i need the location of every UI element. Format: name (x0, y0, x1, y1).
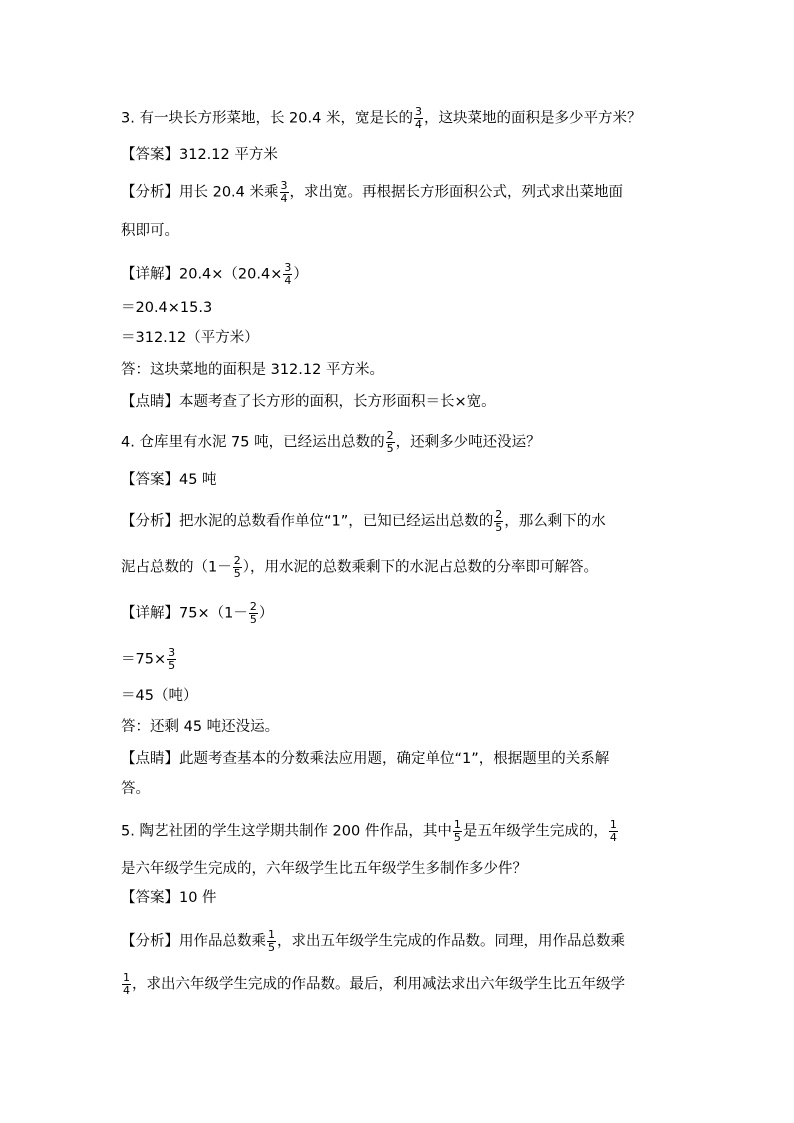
fraction-1-5: $\frac{1}{5}$ (268, 928, 275, 954)
q3-comment: 【点睛】本题考查了长方形的面积，长方形面积＝长×宽。 (121, 394, 496, 410)
fraction-2-5: $\frac{2}{5}$ (386, 429, 394, 455)
q4-reply: 答：还剩 45 吨还没运。 (121, 719, 280, 735)
q3-question-text: 3. 有一块长方形菜地，长 20.4 米，宽是长的 (121, 110, 413, 127)
q4-answer: 【答案】45 吨 (121, 472, 217, 488)
q4-analysis (121, 509, 606, 534)
q3-analysis (121, 180, 623, 205)
q5-question: 5. 陶艺社团的学生这学期共制作 200 件作品，其中 $\frac{1}{5}$ 是五年级学生完成的， $\frac{1}{4}$ (121, 818, 617, 844)
fraction-2-5: $\frac{2}{5}$ (495, 508, 503, 534)
fraction-3-4: $\frac{3}{4}$ (284, 261, 292, 287)
q4-question-text: 4. 仓库里有水泥 75 吨，已经运出总数的 (121, 434, 385, 451)
fraction-2-5: $\frac{2}{5}$ (249, 600, 257, 626)
fraction-1-4: $\frac{1}{4}$ (609, 818, 617, 844)
q3-question-text-end: ，这块菜地的面积是多少平方米？ (423, 110, 642, 127)
q4-question (121, 430, 541, 455)
q4-analysis-text: 【分析】把水泥的总数看作单位“1”，已知已经运出总数的 (121, 513, 494, 530)
q4-question-text-end: ，还剩多少吨还没运？ (395, 434, 541, 451)
q3-detail: 【详解】20.4×（20.4× $\frac{3}{4}$ ） (121, 261, 308, 287)
q3-analysis-text: 【分析】用长 20.4 米乘 (121, 184, 279, 201)
q5-question-text: 5. 陶艺社团的学生这学期共制作 200 件作品，其中 (121, 823, 452, 840)
q3-step-1: ＝20.4×15.3 (121, 300, 213, 316)
q4-analysis-text-end: ，那么剩下的水 (504, 513, 606, 530)
q3-analysis-text-end: ，求出宽。再根据长方形面积公式，列式求出菜地面 (289, 184, 624, 201)
q4-comment: 【点睛】此题考查基本的分数乘法应用题，确定单位“1”，根据题里的关系解 (121, 751, 610, 767)
q5-question-cont: 是六年级学生完成的，六年级学生比五年级学生多制作多少件？ (121, 861, 527, 877)
q5-analysis-cont: $\frac{1}{4}$ ，求出六年级学生完成的作品数。最后，利用减法求出六年级学生比五年级学 (123, 971, 625, 997)
fraction-3-5: $\frac{3}{5}$ (168, 646, 176, 672)
q4-comment-cont: 答。 (121, 781, 150, 797)
q4-step-2: ＝45（吨） (121, 688, 198, 704)
q3-question (121, 106, 641, 131)
fraction-3-4: $\frac{3}{4}$ (280, 179, 288, 205)
fraction-2-5: $\frac{2}{5}$ (233, 554, 241, 580)
q3-reply: 答：这块菜地的面积是 312.12 平方米。 (121, 362, 384, 378)
q3-answer: 【答案】312.12 平方米 (121, 147, 278, 163)
q4-analysis-cont: 泥占总数的（1－ $\frac{2}{5}$ ），用水泥的总数乘剩下的水泥占总数的分率即可解答。 (121, 554, 598, 580)
q5-analysis: 【分析】用作品总数乘 $\frac{1}{5}$ ，求出五年级学生完成的作品数。同理，用作品总数乘 (121, 928, 625, 954)
fraction-3-4: $\frac{3}{4}$ (414, 105, 422, 131)
q3-analysis-cont: 积即可。 (121, 223, 179, 239)
q4-detail: 【详解】75×（1－ $\frac{2}{5}$ ） (121, 600, 274, 626)
fraction-1-5: $\frac{1}{5}$ (453, 818, 461, 844)
q5-answer: 【答案】10 件 (121, 890, 217, 906)
q4-step-1: ＝75× $\frac{3}{5}$ (121, 646, 176, 672)
q3-detail-text: 【详解】20.4×（20.4× (121, 266, 283, 283)
q3-step-2: ＝312.12（平方米） (121, 330, 259, 346)
fraction-1-4: $\frac{1}{4}$ (123, 971, 130, 997)
